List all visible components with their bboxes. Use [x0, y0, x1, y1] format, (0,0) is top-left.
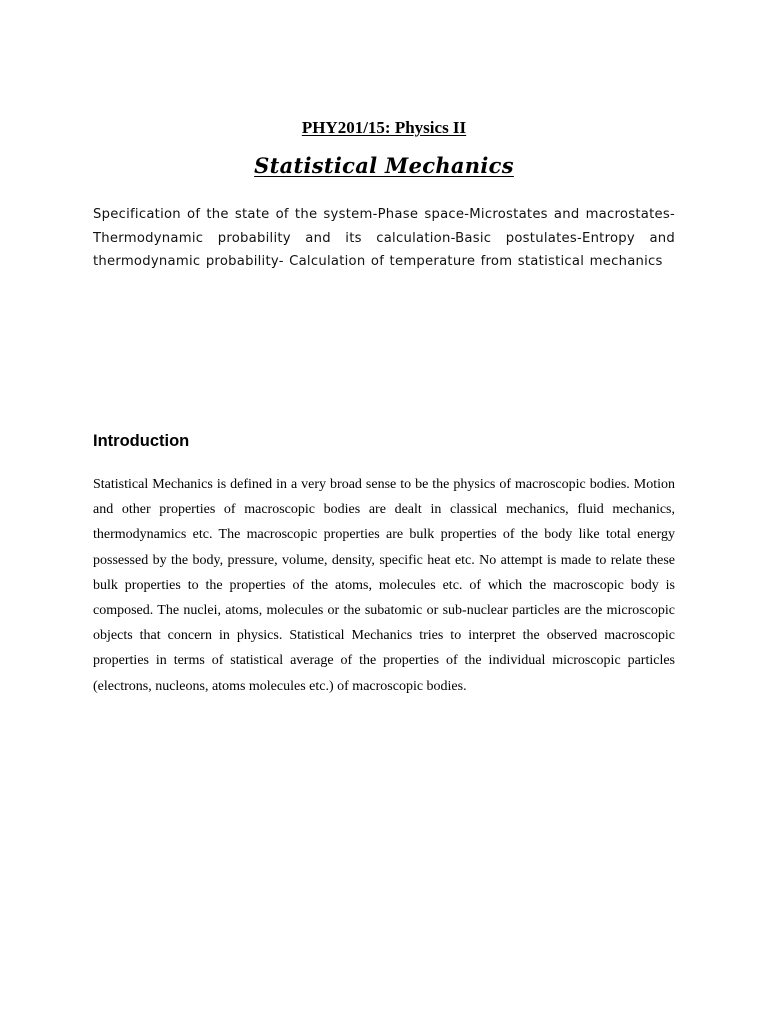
- introduction-paragraph: Statistical Mechanics is defined in a very broad sense to be the physics of macroscopic bodies. Motion and other properties of macroscopic bodies are dealt in classical mechanics, fluid mechanics, thermodynamics etc. The macroscopic properties are bulk properties of the body like total energy possessed by the body, pressure, volume, density, specific heat etc. No attempt is made to relate these bulk properties to the properties of the atoms, molecules etc. of which the macroscopic body is composed. The nuclei, atoms, molecules or the subatomic or sub-nuclear particles are the microscopic objects that concern in physics. Statistical Mechanics tries to interpret the observed macroscopic properties in terms of statistical average of the properties of the individual microscopic particles (electrons, nucleons, atoms molecules etc.) of macroscopic bodies.: [93, 477, 675, 694]
- introduction-heading: Introduction: [93, 432, 190, 450]
- syllabus-topics: Specification of the state of the system-Phase space-Microstates and macrostates-Thermodynamic probability and its calculation-Basic postulates-Entropy and thermodynamic probability- Calculation of temperature from statistical mechanics: [93, 207, 675, 269]
- course-code-heading: PHY201/15: Physics II: [301, 118, 467, 137]
- document-title: Statistical Mechanics: [254, 153, 514, 178]
